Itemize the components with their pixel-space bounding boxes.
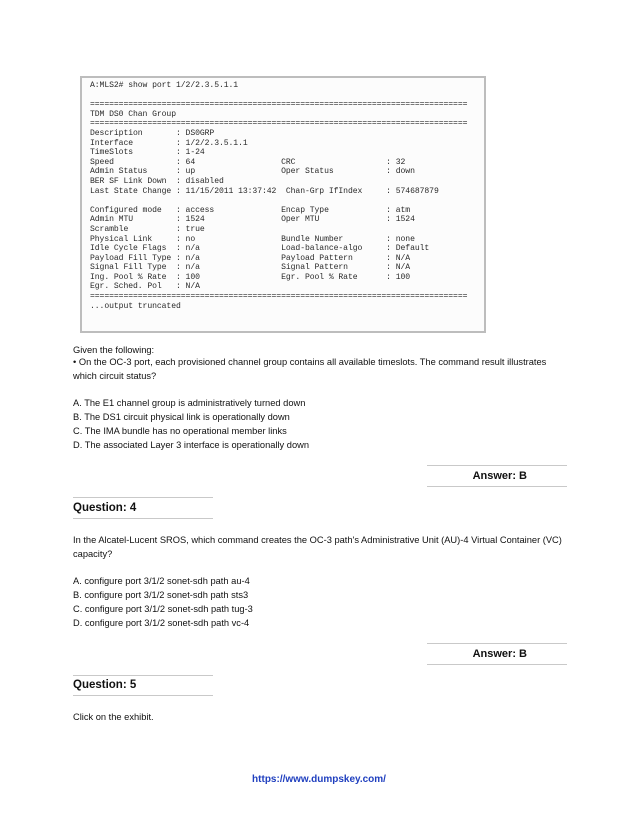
q4-rule-top	[73, 497, 213, 498]
q5-rule-top	[73, 675, 213, 676]
q4-label: Question: 4	[73, 502, 137, 514]
cli-output: A:MLS2# show port 1/2/2.3.5.1.1 =============================================================================== TDM DS0 Chan Group =============================================================================== Description : DS0GRP Interface : 1/2/2.3.5.1.1 TimeSlots : 1-24 Speed : 64 CRC : 32 Admin Status : up Oper Status : down BER SF Link Down : disabled Last State Change : 11/15/2011 13:37:42 Chan-Grp IfIndex : 574687879 Configured mode : access Encap Type : atm Admin MTU : 1524 Oper MTU : 1524 Scramble : true Physical Link : no Bundle Number : none Idle Cycle Flags : n/a Load-balance-algo : Default Payload Fill Type : n/a Payload Pattern : N/A Signal Fill Type : n/a Signal Pattern : N/A Ing. Pool % Rate : 100 Egr. Pool % Rate : 100 Egr. Sched. Pol : N/A =============================================================================== ...output truncated	[90, 81, 468, 311]
q5-rule-bottom	[73, 695, 213, 696]
q3-option-a: A. The E1 channel group is administratively turned down	[73, 398, 306, 408]
q4-option-c: C. configure port 3/1/2 sonet-sdh path tug-3	[73, 604, 253, 614]
q3-stem: • On the OC-3 port, each provisioned channel group contains all available timeslots. The command result illustrates which circuit status?	[73, 357, 547, 381]
q4-option-d: D. configure port 3/1/2 sonet-sdh path vc-4	[73, 618, 250, 628]
q4-answer-rule-bottom	[427, 664, 567, 665]
q4-option-b: B. configure port 3/1/2 sonet-sdh path sts3	[73, 590, 249, 600]
q4-stem: In the Alcatel-Lucent SROS, which command creates the OC-3 path's Administrative Unit (AU)-4 Virtual Container (VC) capacity?	[73, 535, 562, 559]
q3-answer: Answer: B	[472, 470, 527, 482]
footer-url-link[interactable]: https://www.dumpskey.com/	[252, 774, 386, 785]
q4-option-a: A. configure port 3/1/2 sonet-sdh path au-4	[73, 576, 250, 586]
cli-exhibit	[80, 76, 486, 333]
q3-given: Given the following:	[73, 345, 155, 355]
answer-rule-bottom	[427, 486, 567, 487]
q3-option-c: C. The IMA bundle has no operational member links	[73, 426, 287, 436]
q3-option-b: B. The DS1 circuit physical link is operationally down	[73, 412, 290, 422]
q5-label: Question: 5	[73, 679, 137, 691]
q5-stem: Click on the exhibit.	[73, 712, 154, 722]
q4-rule-bottom	[73, 518, 213, 519]
q3-option-d: D. The associated Layer 3 interface is operationally down	[73, 440, 309, 450]
q4-answer: Answer: B	[472, 648, 527, 660]
